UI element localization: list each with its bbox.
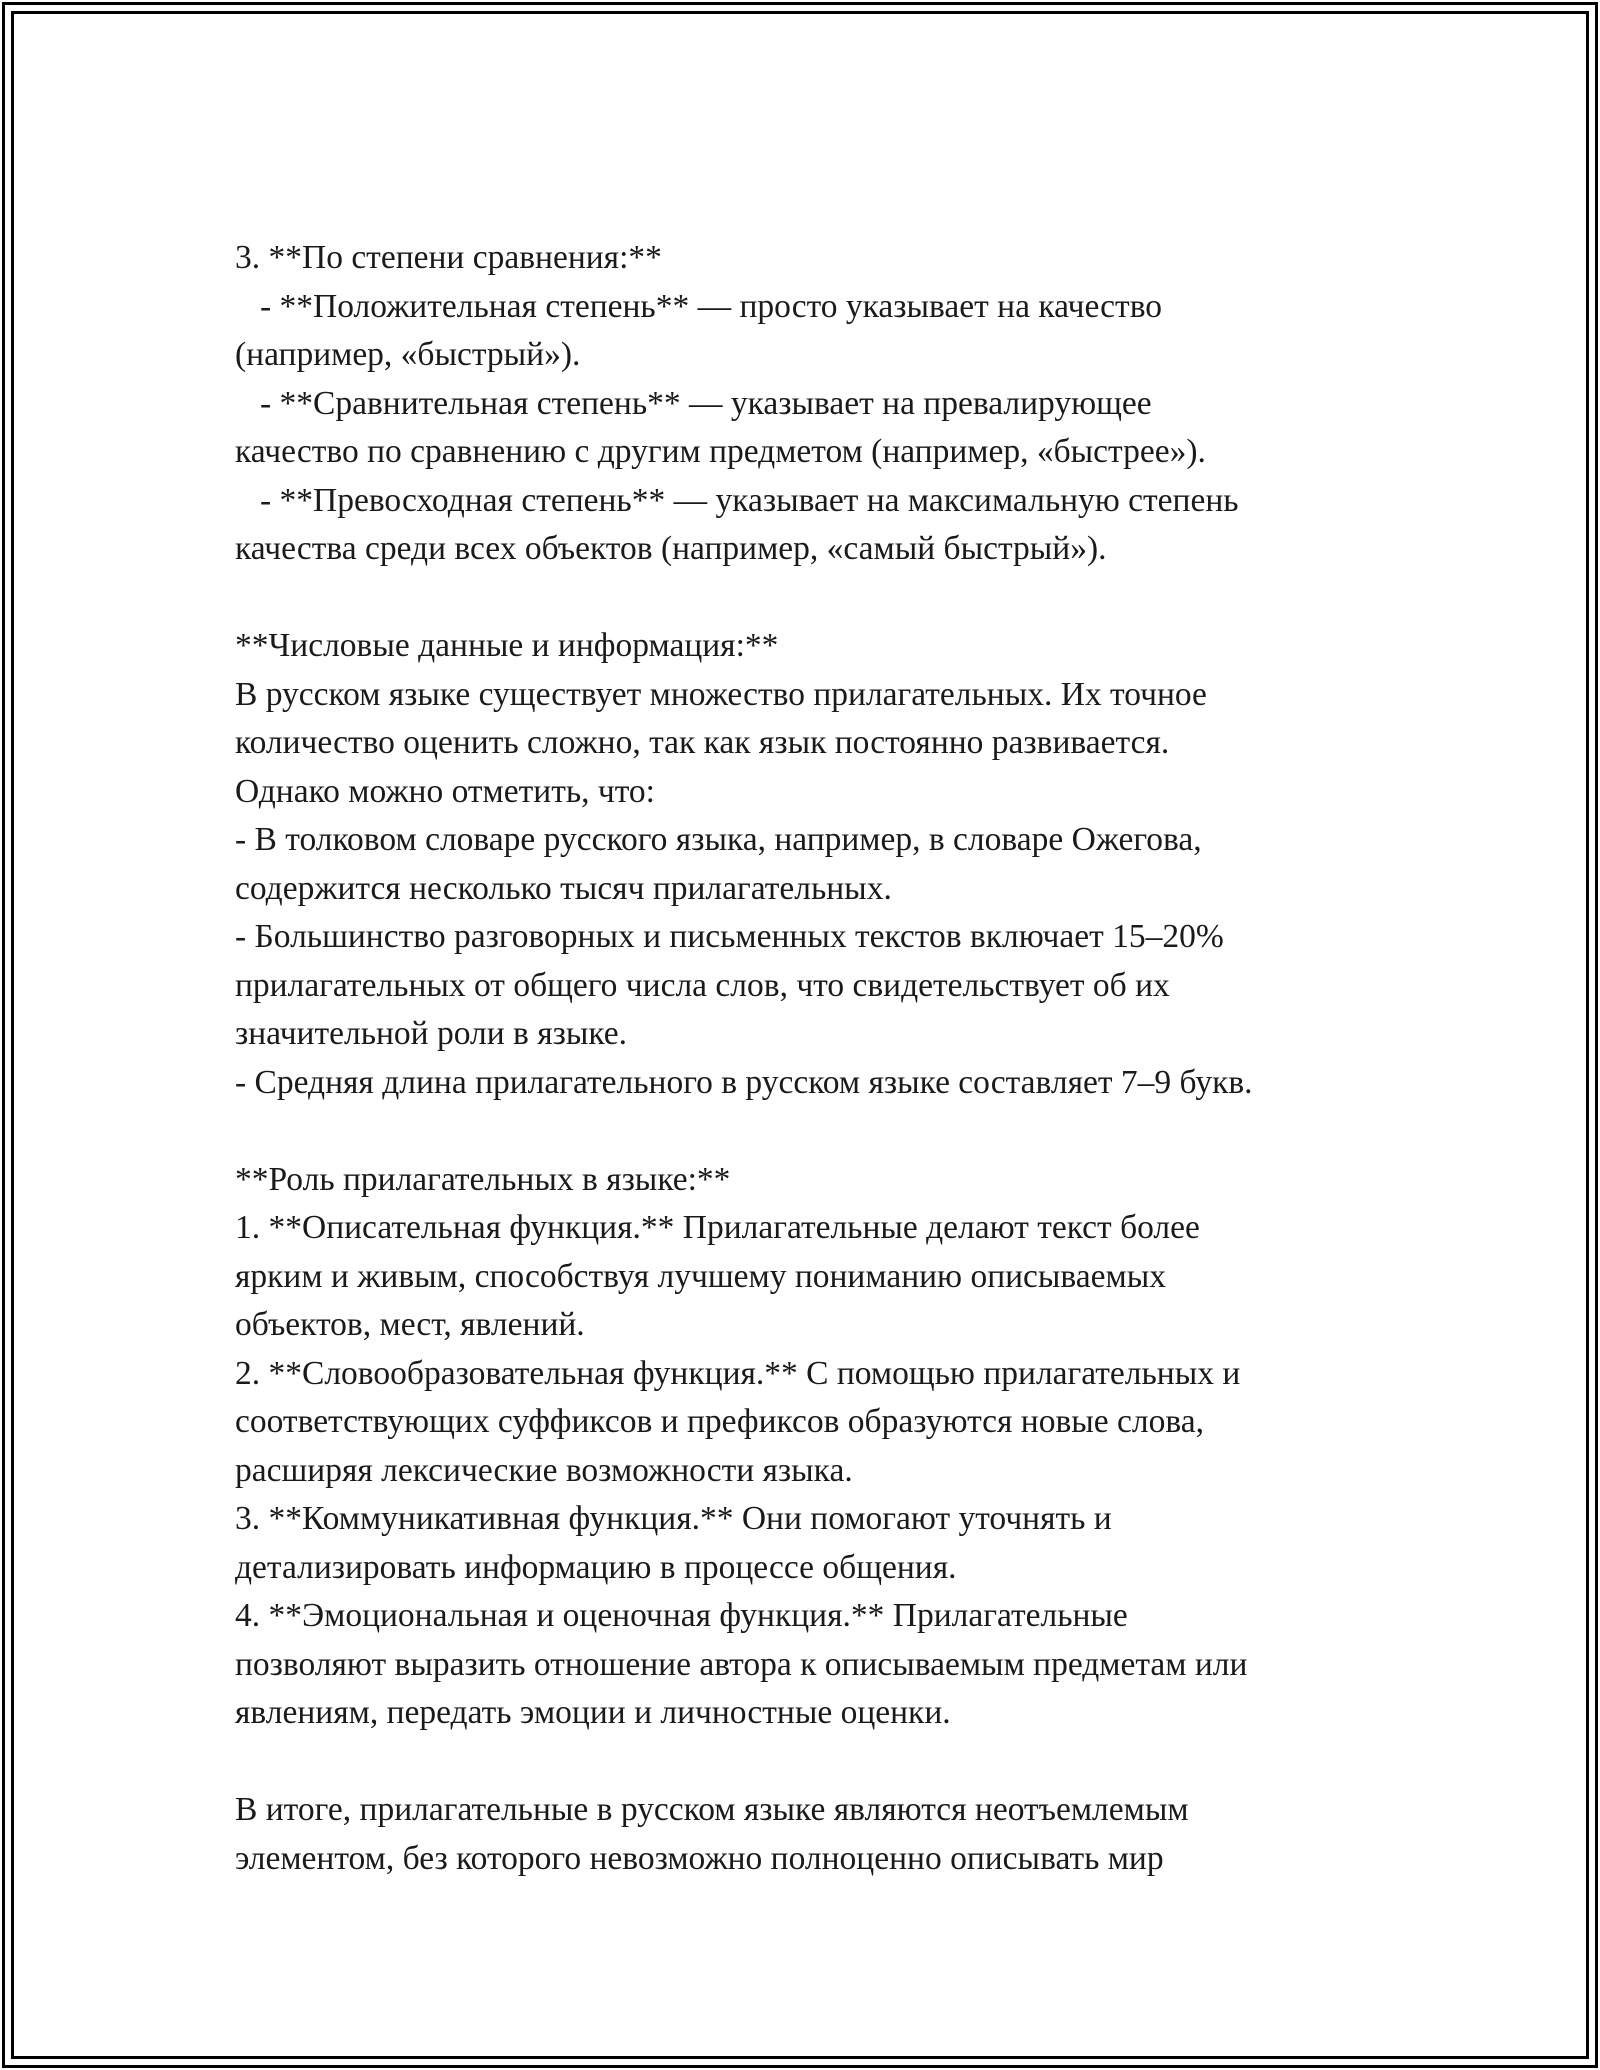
text-line: расширяя лексические возможности языка.	[235, 1451, 853, 1489]
blank-line	[235, 1107, 1395, 1156]
text-line: - **Сравнительная степень** — указывает на превалирующее	[260, 384, 1152, 422]
text-line: 3. **Коммуникативная функция.** Они помогают уточнять и	[235, 1500, 1112, 1537]
text-line: - Большинство разговорных и письменных текстов включает 15–20%	[235, 918, 1224, 955]
text-line: 2. **Словообразовательная функция.** С помощью прилагательных и	[235, 1354, 1241, 1392]
text-line: количество оценить сложно, так как язык постоянно развивается.	[235, 724, 1170, 761]
text-line: значительной роли в языке.	[235, 1015, 628, 1052]
text-line: объектов, мест, явлений.	[235, 1306, 585, 1343]
text-line: качество по сравнению с другим предметом (например, «быстрее»).	[235, 433, 1206, 470]
text-line: В русском языке существует множество прилагательных. Их точное	[235, 675, 1207, 713]
text-line: позволяют выразить отношение автора к описываемым предметам или	[235, 1645, 1248, 1683]
text-line: явлениям, передать эмоции и личностные оценки.	[235, 1694, 951, 1731]
text-line: (например, «быстрый»).	[235, 336, 581, 373]
text-line: - В толковом словаре русского языка, например, в словаре Ожегова,	[235, 821, 1202, 858]
text-line: - **Превосходная степень** — указывает на максимальную степень	[260, 481, 1239, 519]
text-line: 1. **Описательная функция.** Прилагательные делают текст более	[235, 1209, 1200, 1246]
text-line: 4. **Эмоциональная и оценочная функция.** Прилагательные	[235, 1597, 1128, 1634]
section-heading: **Роль прилагательных в языке:**	[235, 1160, 731, 1198]
text-line: детализировать информацию в процессе общения.	[235, 1548, 957, 1586]
text-line: Однако можно отметить, что:	[235, 772, 655, 810]
text-line: содержится несколько тысяч прилагательных.	[235, 869, 892, 907]
text-line: соответствующих суффиксов и префиксов образуются новые слова,	[235, 1403, 1204, 1440]
section-heading: **Числовые данные и информация:**	[235, 627, 779, 664]
document-body	[235, 234, 1395, 1883]
blank-line	[235, 1738, 1395, 1787]
blank-line	[235, 574, 1395, 623]
text-line: 3. **По степени сравнения:**	[235, 239, 662, 276]
text-line: элементом, без которого невозможно полноценно описывать мир	[235, 1839, 1164, 1877]
text-line: - **Положительная степень** — просто указывает на качество	[260, 287, 1163, 325]
text-line: качества среди всех объектов (например, «самый быстрый»).	[235, 530, 1107, 567]
text-line: - Средняя длина прилагательного в русском языке составляет 7–9 букв.	[235, 1063, 1253, 1101]
text-line: прилагательных от общего числа слов, что свидетельствует об их	[235, 966, 1170, 1004]
text-line: В итоге, прилагательные в русском языке являются неотъемлемым	[235, 1791, 1189, 1828]
text-line: ярким и живым, способствуя лучшему пониманию описываемых	[235, 1257, 1166, 1295]
